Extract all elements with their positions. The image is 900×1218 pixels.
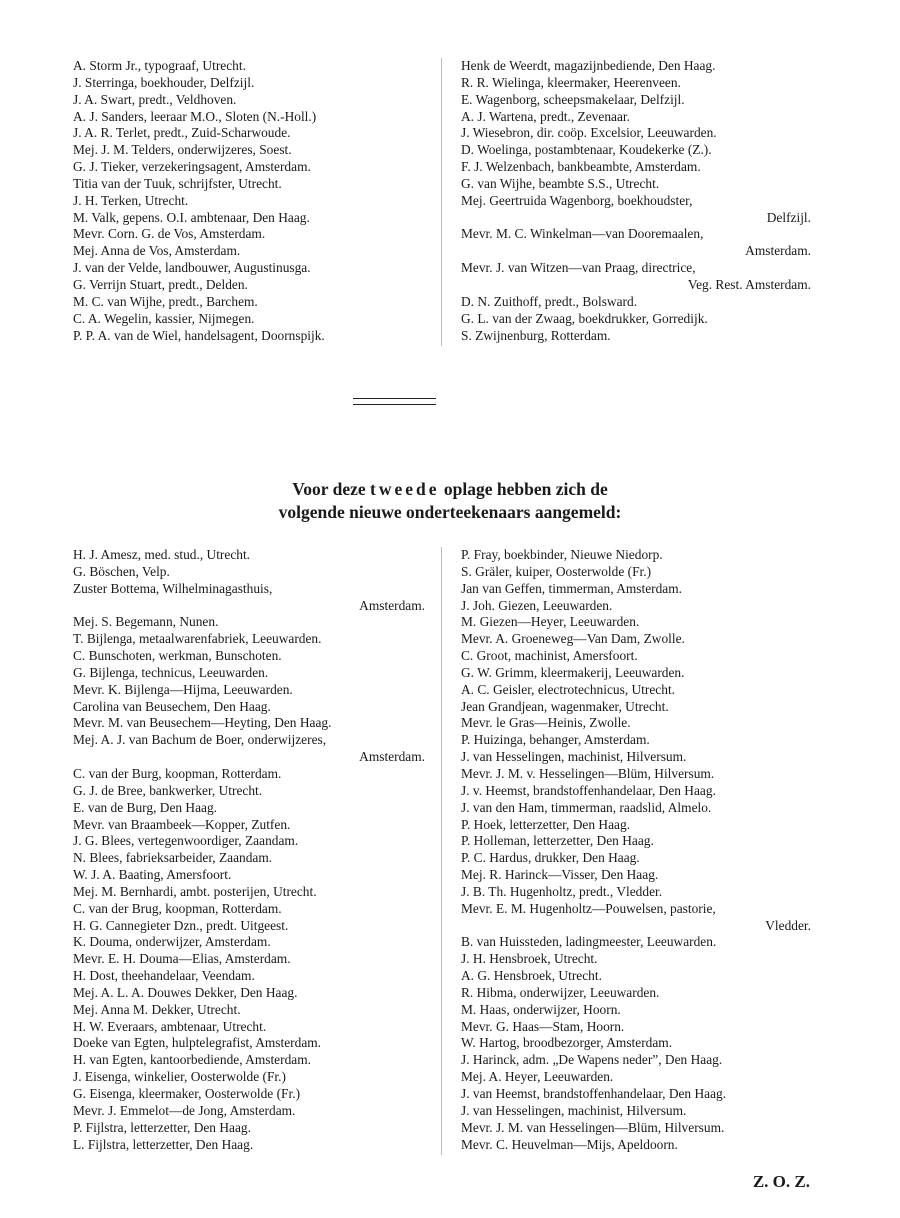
list-item: C. van der Brug, koopman, Rotterdam. bbox=[73, 900, 282, 916]
list-item: E. van de Burg, Den Haag. bbox=[73, 799, 218, 815]
list-item: R. R. Wielinga, kleermaker, Heerenveen. bbox=[461, 74, 681, 90]
list-item: Mevr. A. Groeneweg—Van Dam, Zwolle. bbox=[461, 631, 685, 647]
list-item: P. Holleman, letterzetter, Den Haag. bbox=[461, 833, 654, 849]
list-item: Mevr. van Braambeek—Kopper, Zutfen. bbox=[73, 816, 291, 832]
list-item: Doeke van Egten, hulptelegrafist, Amsterdam. bbox=[73, 1035, 322, 1051]
list-item: T. Bijlenga, metaalwarenfabriek, Leeuwarden. bbox=[73, 631, 322, 647]
list-item: Mevr. M. C. Winkelman—van Dooremaalen, bbox=[461, 226, 704, 242]
list-item: P. Fijlstra, letterzetter, Den Haag. bbox=[73, 1119, 251, 1135]
list-item: G. Verrijn Stuart, predt., Delden. bbox=[73, 276, 248, 292]
list-item: J. A. R. Terlet, predt., Zuid-Scharwoude. bbox=[73, 125, 291, 141]
list-item: A. J. Wartena, predt., Zevenaar. bbox=[461, 108, 630, 124]
list-item: Mej. A. J. van Bachum de Boer, onderwijzeres, bbox=[73, 732, 327, 748]
list-item: J. van Heemst, brandstoffenhandelaar, Den Haag. bbox=[461, 1086, 727, 1101]
list-item: J. Eisenga, winkelier, Oosterwolde (Fr.) bbox=[73, 1069, 286, 1085]
list-item: Mej. R. Harinck—Visser, Den Haag. bbox=[461, 867, 659, 883]
list-item: G. van Wijhe, beambte S.S., Utrecht. bbox=[461, 175, 660, 191]
list-item: C. Bunschoten, werkman, Bunschoten. bbox=[73, 648, 282, 664]
bottom-right-column bbox=[461, 547, 811, 1153]
heading-text-emphasis: tweede bbox=[370, 479, 440, 499]
list-item: A. Storm Jr., typograaf, Utrecht. bbox=[73, 58, 246, 73]
list-item: Mej. A. L. A. Douwes Dekker, Den Haag. bbox=[73, 984, 298, 1000]
list-item: Jan van Geffen, timmerman, Amsterdam. bbox=[461, 580, 683, 596]
list-item: B. van Huissteden, ladingmeester, Leeuwarden. bbox=[461, 934, 717, 950]
list-item: G. J. de Bree, bankwerker, Utrecht. bbox=[73, 782, 263, 798]
list-item: J. Wiesebron, dir. coöp. Excelsior, Leeuwarden. bbox=[461, 125, 717, 141]
list-item: J. van den Ham, timmerman, raadslid, Almelo. bbox=[461, 799, 712, 815]
list-item: R. Hibma, onderwijzer, Leeuwarden. bbox=[461, 984, 660, 1000]
list-item: D. N. Zuithoff, predt., Bolsward. bbox=[461, 293, 638, 309]
list-item: M. Haas, onderwijzer, Hoorn. bbox=[461, 1001, 621, 1017]
heading-line-2: volgende nieuwe onderteekenaars aangemeld: bbox=[278, 502, 622, 522]
list-item: P. Fray, boekbinder, Nieuwe Niedorp. bbox=[461, 547, 663, 562]
list-item: J. H. Terken, Utrecht. bbox=[73, 192, 189, 208]
list-item: Mevr. E. M. Hugenholtz—Pouwelsen, pastorie, bbox=[461, 900, 716, 916]
list-item: P. Huizinga, behanger, Amsterdam. bbox=[461, 732, 650, 748]
list-item: H. W. Everaars, ambtenaar, Utrecht. bbox=[73, 1018, 267, 1034]
list-item: Veg. Rest. Amsterdam. bbox=[687, 276, 811, 292]
list-item: Mej. A. Heyer, Leeuwarden. bbox=[461, 1069, 614, 1085]
list-item: Jean Grandjean, wagenmaker, Utrecht. bbox=[461, 698, 669, 714]
list-item: H. G. Cannegieter Dzn., predt. Uitgeest. bbox=[73, 917, 289, 933]
list-item: H. J. Amesz, med. stud., Utrecht. bbox=[73, 547, 251, 562]
list-item: J. H. Hensbroek, Utrecht. bbox=[461, 951, 598, 967]
list-item: A. C. Geisler, electrotechnicus, Utrecht. bbox=[461, 681, 676, 697]
list-item: Mevr. le Gras—Heinis, Zwolle. bbox=[461, 715, 631, 731]
list-item: N. Blees, fabrieksarbeider, Zaandam. bbox=[73, 850, 273, 866]
list-item: A. J. Sanders, leeraar M.O., Sloten (N.-Holl.) bbox=[73, 108, 317, 124]
list-item: A. G. Hensbroek, Utrecht. bbox=[461, 968, 602, 984]
list-item: Mej. S. Begemann, Nunen. bbox=[73, 614, 219, 630]
top-left-column bbox=[73, 58, 433, 344]
list-item: Mevr. J. M. v. Hesselingen—Blüm, Hilversum. bbox=[461, 765, 715, 781]
list-item: C. A. Wegelin, kassier, Nijmegen. bbox=[73, 310, 255, 326]
list-item: Mej. M. Bernhardi, ambt. posterijen, Utrecht. bbox=[73, 883, 317, 899]
list-item: F. J. Welzenbach, bankbeambte, Amsterdam. bbox=[461, 159, 701, 175]
list-item: M. C. van Wijhe, predt., Barchem. bbox=[73, 293, 258, 309]
list-item: J. van der Velde, landbouwer, Augustinusga. bbox=[73, 260, 311, 276]
list-item: H. van Egten, kantoorbediende, Amsterdam. bbox=[73, 1052, 311, 1068]
list-item: Mevr. G. Haas—Stam, Hoorn. bbox=[461, 1018, 625, 1034]
list-item: J. Joh. Giezen, Leeuwarden. bbox=[461, 597, 613, 613]
list-item: Amsterdam. bbox=[359, 749, 425, 765]
list-item: J. Harinck, adm. „De Wapens neder”, Den Haag. bbox=[461, 1052, 723, 1068]
list-item: Amsterdam. bbox=[359, 597, 425, 613]
list-item: J. van Hesselingen, machinist, Hilversum. bbox=[461, 749, 687, 765]
list-item: S. Gräler, kuiper, Oosterwolde (Fr.) bbox=[461, 563, 652, 579]
list-item: Zuster Bottema, Wilhelminagasthuis, bbox=[73, 580, 273, 596]
list-item: Mej. Geertruida Wagenborg, boekhoudster, bbox=[461, 192, 693, 208]
list-item: K. Douma, onderwijzer, Amsterdam. bbox=[73, 934, 271, 950]
bottom-left-column bbox=[73, 547, 425, 1153]
list-item: W. J. A. Baating, Amersfoort. bbox=[73, 867, 232, 883]
list-item: Carolina van Beusechem, Den Haag. bbox=[73, 698, 271, 714]
list-item: Mevr. Corn. G. de Vos, Amsterdam. bbox=[73, 226, 266, 242]
list-item: J. v. Heemst, brandstoffenhandelaar, Den Haag. bbox=[461, 782, 716, 798]
section-separator bbox=[353, 398, 436, 405]
list-item: H. Dost, theehandelaar, Veendam. bbox=[73, 968, 255, 984]
list-item: P. Hoek, letterzetter, Den Haag. bbox=[461, 816, 631, 832]
section-heading bbox=[150, 478, 750, 524]
list-item: Mevr. K. Bijlenga—Hijma, Leeuwarden. bbox=[73, 681, 293, 697]
list-item: J. Sterringa, boekhouder, Delfzijl. bbox=[73, 74, 255, 90]
list-item: Mej. Anna M. Dekker, Utrecht. bbox=[73, 1001, 241, 1017]
list-item: Mej. Anna de Vos, Amsterdam. bbox=[73, 243, 241, 259]
list-item: Mevr. C. Heuvelman—Mijs, Apeldoorn. bbox=[461, 1136, 678, 1152]
column-divider-top bbox=[441, 58, 442, 346]
list-item: Mevr. E. H. Douma—Elias, Amsterdam. bbox=[73, 951, 291, 967]
list-item: Amsterdam. bbox=[745, 243, 811, 259]
list-item: Vledder. bbox=[765, 917, 811, 933]
list-item: S. Zwijnenburg, Rotterdam. bbox=[461, 327, 611, 343]
list-item: L. Fijlstra, letterzetter, Den Haag. bbox=[73, 1136, 254, 1152]
list-item: G. J. Tieker, verzekeringsagent, Amsterdam. bbox=[73, 159, 311, 175]
list-item: P. C. Hardus, drukker, Den Haag. bbox=[461, 850, 640, 866]
list-item: C. Groot, machinist, Amersfoort. bbox=[461, 648, 638, 664]
list-item: Henk de Weerdt, magazijnbediende, Den Haag. bbox=[461, 58, 716, 73]
list-item: J. A. Swart, predt., Veldhoven. bbox=[73, 91, 237, 107]
list-item: J. B. Th. Hugenholtz, predt., Vledder. bbox=[461, 883, 663, 899]
heading-text-start: Voor deze bbox=[292, 479, 371, 499]
heading-text-end: oplage hebben zich de bbox=[439, 479, 608, 499]
list-item: G. Eisenga, kleermaker, Oosterwolde (Fr.) bbox=[73, 1086, 301, 1101]
list-item: G. Bijlenga, technicus, Leeuwarden. bbox=[73, 664, 269, 680]
list-item: Delfzijl. bbox=[766, 209, 811, 225]
list-item: Mevr. J. M. van Hesselingen—Blüm, Hilversum. bbox=[461, 1119, 725, 1135]
list-item: Mevr. M. van Beusechem—Heyting, Den Haag. bbox=[73, 715, 332, 731]
list-item: C. van der Burg, koopman, Rotterdam. bbox=[73, 765, 282, 781]
list-item: Mevr. J. van Witzen—van Praag, directrice, bbox=[461, 260, 696, 276]
continue-overleaf-note: Z. O. Z. bbox=[752, 1172, 810, 1191]
list-item: D. Woelinga, postambtenaar, Koudekerke (Z.). bbox=[461, 142, 712, 158]
list-item: E. Wagenborg, scheepsmakelaar, Delfzijl. bbox=[461, 91, 685, 107]
list-item: M. Valk, gepens. O.I. ambtenaar, Den Haag. bbox=[73, 209, 310, 225]
list-item: G. W. Grimm, kleermakerij, Leeuwarden. bbox=[461, 664, 685, 680]
list-item: G. L. van der Zwaag, boekdrukker, Gorredijk. bbox=[461, 310, 708, 326]
list-item: P. P. A. van de Wiel, handelsagent, Doornspijk. bbox=[73, 327, 325, 343]
list-item: J. G. Blees, vertegenwoordiger, Zaandam. bbox=[73, 833, 299, 849]
list-item: M. Giezen—Heyer, Leeuwarden. bbox=[461, 614, 640, 630]
list-item: Mej. J. M. Telders, onderwijzeres, Soest. bbox=[73, 142, 292, 158]
list-item: Mevr. J. Emmelot—de Jong, Amsterdam. bbox=[73, 1102, 296, 1118]
list-item: Titia van der Tuuk, schrijfster, Utrecht. bbox=[73, 175, 282, 191]
list-item: G. Böschen, Velp. bbox=[73, 563, 170, 579]
top-right-column bbox=[461, 58, 811, 344]
column-divider-bottom bbox=[441, 547, 442, 1155]
heading-line-1 bbox=[150, 478, 750, 501]
list-item: J. van Hesselingen, machinist, Hilversum. bbox=[461, 1102, 687, 1118]
list-item: W. Hartog, broodbezorger, Amsterdam. bbox=[461, 1035, 673, 1051]
